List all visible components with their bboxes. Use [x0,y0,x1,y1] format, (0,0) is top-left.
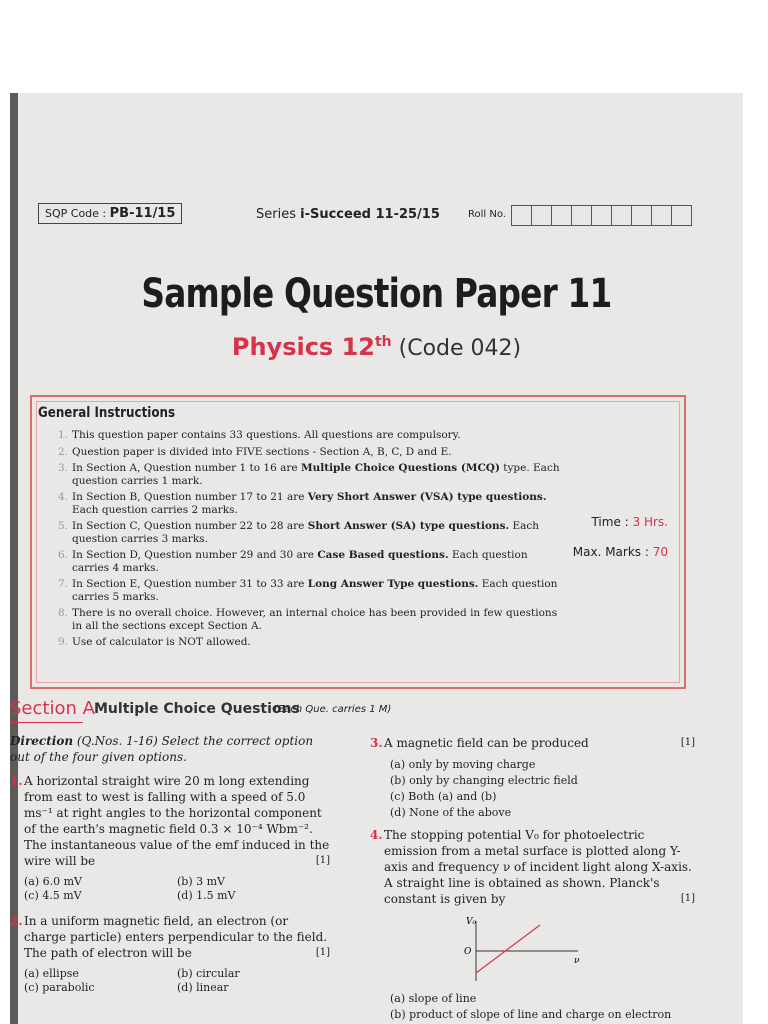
graph-origin-label: O [464,947,472,957]
section-a-heading [10,698,730,722]
question-3-options: (a) only by moving charge (b) only by changing electric field (c) Both (a) and (b) (d) None of the above [390,758,578,819]
instructions-heading: General Instructions [38,405,176,421]
series-label: Series i-Succeed 11-25/15 [256,207,440,222]
instruction-item: 5. In Section C, Question number 22 to 28 are Short Answer (SA) type questions. Each question carries 3 marks. [58,520,540,545]
paper-sheet [10,93,743,1024]
instruction-item: 2. Question paper is divided into FIVE sections - Section A, B, C, D and E. [58,445,452,458]
right-column [370,735,695,1024]
paper-title: Sample Question Paper 11 [141,271,612,317]
general-instructions-box [30,395,686,689]
question-2-options: (a) ellipse (b) circular (c) parabolic (d) linear [24,967,240,994]
question-1: 1. A horizontal straight wire 20 m long extending from east to west is falling with a speed of 5.0 ms⁻¹ at right angles to the horizontal component of the earth's magnetic field 0.3 × 10⁻⁴ Wbm⁻². The instantaneous value of the emf induced in the wire will be [1] [10,774,330,868]
direction-text: Direction (Q.Nos. 1-16) Select the correct option out of the four given options. [10,734,314,764]
graph-y-label: V₀ [466,917,477,927]
instruction-item: 3. In Section A, Question number 1 to 16 are Multiple Choice Questions (MCQ) type. Each question carries 1 mark. [58,462,560,487]
paper-header [38,203,685,229]
question-1-options: (a) 6.0 mV (b) 3 mV (c) 4.5 mV (d) 1.5 mV [24,875,236,902]
sqp-code-box: SQP Code : PB-11/15 [38,203,182,224]
instruction-item: 4. In Section B, Question number 17 to 21 are Very Short Answer (VSA) type questions. Each question carries 2 marks. [58,491,547,516]
instruction-item: 6. In Section D, Question number 29 and 30 are Case Based questions. Each question carries 4 marks. [58,549,528,574]
section-note: (Each Que. carries 1 M) [274,704,392,715]
question-4: 4. The stopping potential V₀ for photoelectric emission from a metal surface is plotted along Y-axis and frequency ν of incident light along X-axis. A straight line is obtained as shown. Planck's constant is given by [1] [370,828,695,906]
roll-no-label: Roll No. [468,209,506,220]
instruction-item: 9. Use of calculator is NOT allowed. [58,636,251,648]
instruction-item: 7. In Section E, Question number 31 to 33 are Long Answer Type questions. Each question carries 5 marks. [58,578,558,603]
left-column [10,733,330,1005]
stopping-potential-graph [460,915,590,987]
section-title: Multiple Choice Questions [94,701,300,717]
paper-subtitle: Physics 12th (Code 042) [231,333,522,361]
roll-no-boxes[interactable] [512,205,692,226]
max-marks-label: Max. Marks : 70 [572,545,668,559]
question-2: 2. In a uniform magnetic field, an electron (or charge particle) enters perpendicular to the field. The path of electron will be [1] [10,914,330,960]
question-4-options: (a) slope of line (b) product of slope of line and charge on electron [390,992,672,1021]
graph-x-label: ν [574,956,580,966]
question-3: 3. A magnetic field can be produced [1] [370,736,695,750]
instruction-item: 1. This question paper contains 33 questions. All questions are compulsory. [58,429,461,441]
instruction-item: 8. There is no overall choice. However, an internal choice has been provided in few questions in all the sections except Section A. [58,607,558,632]
time-label: Time : 3 Hrs. [591,515,668,529]
instructions-list [58,429,562,653]
section-name: Section A [10,698,95,719]
